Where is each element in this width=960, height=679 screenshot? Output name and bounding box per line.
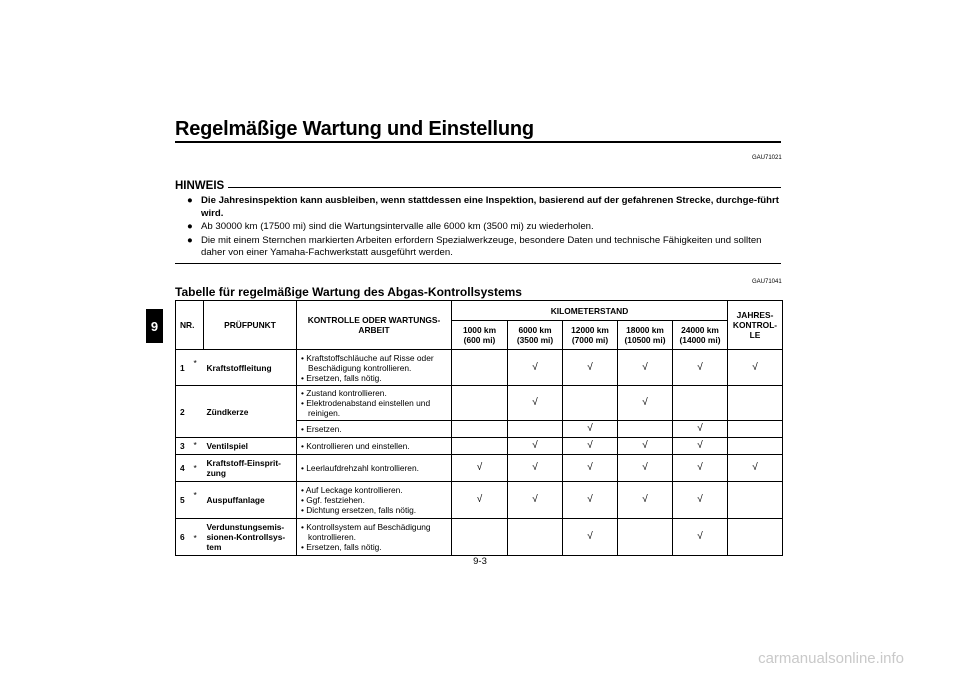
hinweis-end-rule xyxy=(175,263,781,264)
check-mark xyxy=(618,421,673,438)
hinweis-text: Die Jahresinspektion kann ausbleiben, wenn stattdessen eine Inspektion, basierend auf der gefahrenen Strecke, durchge-führt wird. xyxy=(201,195,779,219)
work-line: • Dichtung ersetzen, falls nötig. xyxy=(301,505,417,515)
reference-code: GAU71021 xyxy=(752,155,782,161)
title-rule xyxy=(175,141,781,143)
row-star: * xyxy=(194,519,204,556)
check-mark: √ xyxy=(508,438,563,455)
check-mark xyxy=(618,519,673,556)
km-value: 1000 km xyxy=(462,325,497,335)
check-mark: √ xyxy=(673,519,728,556)
reference-code: GAU71041 xyxy=(752,279,782,285)
check-mark: √ xyxy=(563,350,618,386)
row-work xyxy=(297,482,452,519)
check-mark xyxy=(452,421,508,438)
check-mark: √ xyxy=(563,438,618,455)
row-item: Zündkerze xyxy=(204,386,297,438)
row-item: Ventilspiel xyxy=(204,438,297,455)
header-kontrolle: KONTROLLE ODER WARTUNGS-ARBEIT xyxy=(297,301,452,350)
chapter-tab: 9 xyxy=(146,309,163,343)
check-mark xyxy=(728,519,783,556)
row-star: * xyxy=(194,455,204,482)
header-km xyxy=(452,321,508,350)
row-nr: 2 xyxy=(176,386,194,438)
header-pruefpunkt: PRÜFPUNKT xyxy=(204,301,297,350)
work-line: • Ggf. festziehen. xyxy=(301,495,365,505)
check-mark xyxy=(673,386,728,421)
hinweis-divider xyxy=(228,187,781,188)
mi-value: (10500 mi) xyxy=(624,335,666,345)
row-nr: 5 xyxy=(176,482,194,519)
mi-value: (7000 mi) xyxy=(571,335,609,345)
check-mark: √ xyxy=(728,455,783,482)
work-line: • Leerlaufdrehzahl kontrollieren. xyxy=(301,463,419,473)
check-mark xyxy=(728,421,783,438)
check-mark: √ xyxy=(563,421,618,438)
table-row xyxy=(176,438,783,455)
row-item: Kraftstoff-Einsprit-zung xyxy=(204,455,297,482)
work-line: • Auf Leckage kontrollieren. xyxy=(301,485,403,495)
check-mark xyxy=(452,438,508,455)
hinweis-list xyxy=(175,195,781,261)
hinweis-text: Die mit einem Sternchen markierten Arbeiten erfordern Spezialwerkzeuge, besondere Daten und technische Fähigkeiten und sollten daher von einer Yamaha-Fachwerkstatt ausgeführt werden. xyxy=(201,234,762,258)
table-row xyxy=(176,455,783,482)
maintenance-table xyxy=(175,300,783,556)
work-line: • Elektrodenabstand einstellen und reinigen. xyxy=(301,398,431,418)
check-mark xyxy=(452,519,508,556)
row-nr: 6 xyxy=(176,519,194,556)
row-work xyxy=(297,421,452,438)
km-value: 12000 km xyxy=(571,325,609,335)
row-work xyxy=(297,350,452,386)
hinweis-header xyxy=(175,180,781,192)
check-mark xyxy=(728,438,783,455)
header-km xyxy=(673,321,728,350)
check-mark xyxy=(452,350,508,386)
check-mark: √ xyxy=(618,482,673,519)
km-value: 24000 km xyxy=(681,325,719,335)
check-mark: √ xyxy=(508,350,563,386)
km-value: 6000 km xyxy=(518,325,552,335)
hinweis-item xyxy=(175,195,781,220)
page-title: Regelmäßige Wartung und Einstellung xyxy=(175,118,534,140)
hinweis-item xyxy=(175,221,781,234)
check-mark: √ xyxy=(452,455,508,482)
header-km xyxy=(508,321,563,350)
check-mark: √ xyxy=(728,350,783,386)
mi-value: (3500 mi) xyxy=(516,335,554,345)
row-star: * xyxy=(194,438,204,455)
row-nr: 1 xyxy=(176,350,194,386)
row-work xyxy=(297,519,452,556)
check-mark: √ xyxy=(673,350,728,386)
work-line: • Zustand kontrollieren. xyxy=(301,388,387,398)
row-item: Verdunstungsemis-sionen-Kontrollsys-tem xyxy=(204,519,297,556)
table-row xyxy=(176,386,783,421)
check-mark: √ xyxy=(452,482,508,519)
work-line: • Ersetzen. xyxy=(301,424,342,434)
hinweis-text: Ab 30000 km (17500 mi) sind die Wartungsintervalle alle 6000 km (3500 mi) zu wiederholen. xyxy=(201,221,594,232)
row-item: Kraftstoffleitung xyxy=(204,350,297,386)
check-mark: √ xyxy=(563,482,618,519)
check-mark: √ xyxy=(673,438,728,455)
row-nr: 3 xyxy=(176,438,194,455)
table-row xyxy=(176,519,783,556)
check-mark: √ xyxy=(563,455,618,482)
header-kilometerstand: KILOMETERSTAND xyxy=(452,301,728,321)
check-mark: √ xyxy=(673,482,728,519)
row-work xyxy=(297,386,452,421)
check-mark: √ xyxy=(618,350,673,386)
row-star: * xyxy=(194,482,204,519)
check-mark: √ xyxy=(508,455,563,482)
row-star xyxy=(194,386,204,438)
row-item: Auspuffanlage xyxy=(204,482,297,519)
page-number: 9-3 xyxy=(473,556,487,567)
check-mark: √ xyxy=(673,455,728,482)
section-title: Tabelle für regelmäßige Wartung des Abgas-Kontrollsystems xyxy=(175,285,522,299)
row-work xyxy=(297,438,452,455)
row-star: * xyxy=(194,350,204,386)
work-line: • Kontrollieren und einstellen. xyxy=(301,441,410,451)
bullet-icon: ● xyxy=(187,234,193,246)
hinweis-item xyxy=(175,235,781,260)
bullet-icon: ● xyxy=(187,195,193,206)
row-nr: 4 xyxy=(176,455,194,482)
check-mark xyxy=(452,386,508,421)
km-value: 18000 km xyxy=(626,325,664,335)
row-work xyxy=(297,455,452,482)
check-mark xyxy=(508,519,563,556)
check-mark xyxy=(728,482,783,519)
header-km xyxy=(563,321,618,350)
bullet-icon: ● xyxy=(187,221,193,232)
header-nr: NR. xyxy=(176,301,204,350)
check-mark: √ xyxy=(508,482,563,519)
work-line: • Kontrollsystem auf Beschädigung kontrollieren. xyxy=(301,522,431,542)
table-row xyxy=(176,350,783,386)
work-line: • Ersetzen, falls nötig. xyxy=(301,542,382,552)
hinweis-label: HINWEIS xyxy=(175,180,225,192)
check-mark: √ xyxy=(563,519,618,556)
header-jahres: JAHRES-KONTROL-LE xyxy=(728,301,783,350)
check-mark: √ xyxy=(618,386,673,421)
work-line: • Kraftstoffschläuche auf Risse oder Beschädigung kontrollieren. xyxy=(301,352,434,373)
check-mark: √ xyxy=(508,386,563,421)
table-row xyxy=(176,482,783,519)
mi-value: (14000 mi) xyxy=(679,335,721,345)
header-km xyxy=(618,321,673,350)
check-mark xyxy=(563,386,618,421)
check-mark: √ xyxy=(618,438,673,455)
check-mark: √ xyxy=(618,455,673,482)
mi-value: (600 mi) xyxy=(463,335,496,345)
check-mark xyxy=(728,386,783,421)
watermark: carmanualsonline.info xyxy=(758,650,904,667)
check-mark xyxy=(508,421,563,438)
work-line: • Ersetzen, falls nötig. xyxy=(301,372,382,383)
check-mark: √ xyxy=(673,421,728,438)
